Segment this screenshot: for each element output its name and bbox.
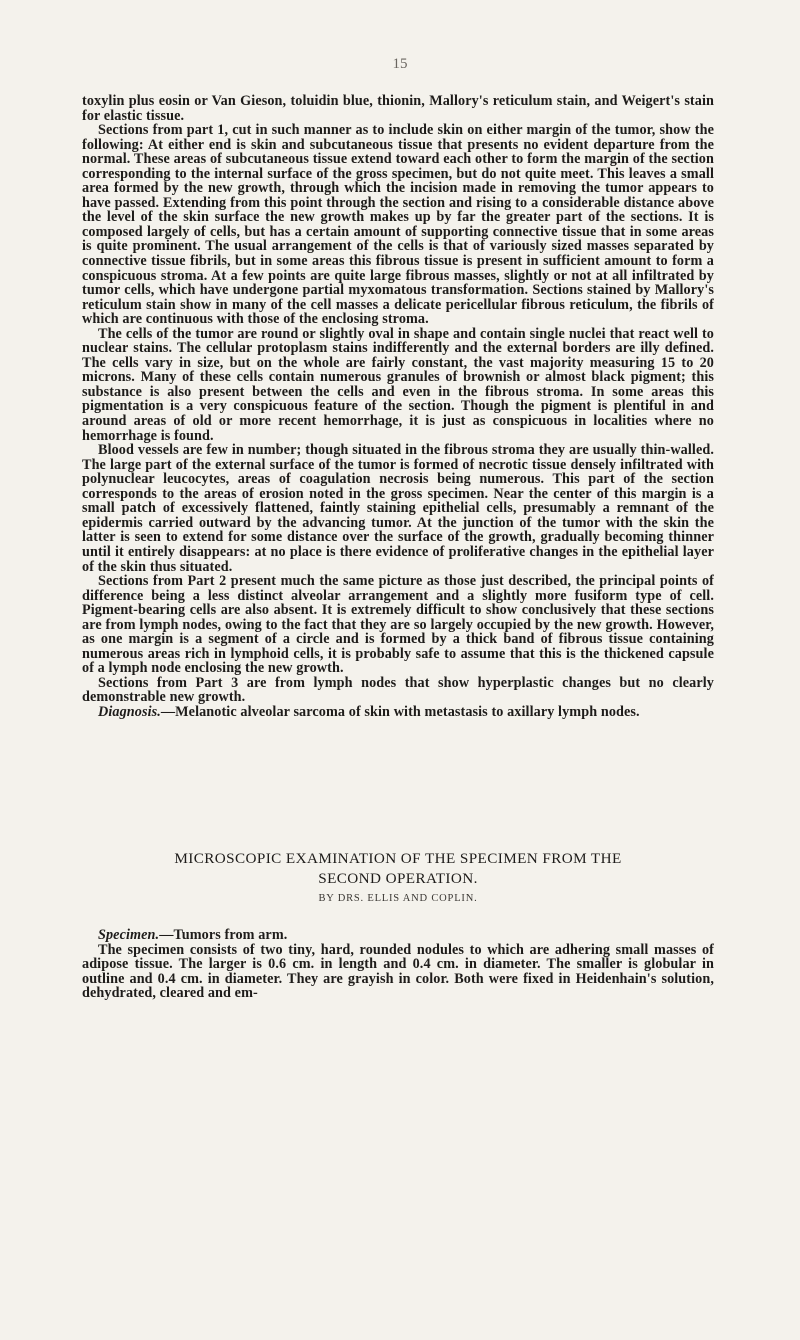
specimen-label-text: —Tumors from arm. [159,927,288,943]
paragraph-sections-part-3: Sections from Part 3 are from lymph nodes that show hyperplastic changes but no clearly demonstrable new growth. [82,674,714,706]
section-heading [82,849,714,904]
specimen-label: Specimen. [98,927,160,943]
paragraph-sections-part-1: Sections from part 1, cut in such manner as to include skin on either margin of the tumor, show the following: At either end is skin and subcutaneous tissue that presents no evident departure from the normal. These areas of subcutaneous tissue extend toward each other to form the margin of the section corresponding to the internal surface of the gross specimen, but do not quite meet. This leaves a small area formed by the new growth, through which the incision made in removing the tumor appears to have passed. Extending from this point through the section and rising to a considerable distance above the level of the skin surface the new growth makes up by far the greater part of the sections. It is composed largely of cells, but has a certain amount of supporting connective tissue that in some areas is quite prominent. The usual arrangement of the cells is that of variously sized masses separated by connective tissue fibrils, but in some areas this fibrous tissue is present in sufficient amount to form a conspicuous stroma. At a few points are quite large fibrous masses, slightly or not at all infiltrated by tumor cells, which have undergone partial myxomatous transformation. Sections stained by Mallory's reticulum stain show in many of the cell masses a delicate pericellular fibrous reticulum, the fibrils of which are continuous with those of the enclosing stroma. [82,122,714,328]
diagnosis-text: —Melanotic alveolar sarcoma of skin with metastasis to axillary lymph nodes. [160,703,640,720]
paragraph-blood-vessels: Blood vessels are few in number; though situated in the fibrous stroma they are usually thin-walled. The large part of the external surface of the tumor is formed of necrotic tissue densely infiltrated with polynuclear leucocytes, areas of coagulation necrosis being numerous. This part of the section corresponds to the areas of erosion noted in the gross specimen. Near the center of this margin is a small patch of excessively flattened, faintly staining epithelial cells, presumably a remnant of the epidermis carried outward by the advancing tumor. At the junction of the tumor with the skin the latter is seen to extend for some distance over the surface of the growth, gradually becoming thinner until it entirely disappears: at no place is there evidence of proliferative changes in the epithelial layer of the skin thus situated. [82,442,714,575]
paragraph-specimen-label [82,928,714,943]
diagnosis-label: Diagnosis. [98,703,161,720]
heading-line-1: MICROSCOPIC EXAMINATION OF THE SPECIMEN FROM THE [174,850,622,867]
paragraph-stains: toxylin plus eosin or Van Gieson, toluidin blue, thionin, Mallory's reticulum stain, and Weigert's stain for elastic tissue. [82,93,714,124]
paragraph-tumor-cells: The cells of the tumor are round or slightly oval in shape and contain single nuclei that react well to nuclear stains. The cellular protoplasm stains indifferently and the external borders are illy defined. The cells vary in size, but on the whole are fairly constant, the vast majority measuring 15 to 20 microns. Many of these cells contain numerous granules of brownish or almost black pigment; this substance is also present between the cells and even in the fibrous stroma. In some areas this pigmentation is a very conspicuous feature of the section. Though the pigment is plentiful in and around areas of old or more recent hemorrhage, it is just as conspicuous in localities where no hemorrhage is found. [82,325,714,444]
paragraph-diagnosis [82,705,714,720]
body-text [82,94,714,720]
specimen-text [82,928,714,1001]
heading-byline: BY DRS. ELLIS AND COPLIN. [318,893,478,904]
page-number: 15 [392,56,408,72]
paragraph-specimen-description: The specimen consists of two tiny, hard, rounded nodules to which are adhering small masses of adipose tissue. The larger is 0.6 cm. in length and 0.4 cm. in diameter. The smaller is globular in outline and 0.4 cm. in diameter. They are grayish in color. Both were fixed in Heidenhain's solution, dehydrated, cleared and em- [82,941,714,1002]
heading-line-2: SECOND OPERATION. [318,870,478,887]
paragraph-sections-part-2: Sections from Part 2 present much the same picture as those just described, the principal points of difference being a less distinct alveolar arrangement and a slightly more fusiform type of cell. Pigment-bearing cells are also absent. It is extremely difficult to show conclusively that these sections are from lymph nodes, owing to the fact that they are so largely occupied by the new growth. However, as one margin is a segment of a circle and is formed by a thick band of fibrous tissue containing numerous areas rich in lymphoid cells, it is probably safe to assume that this is the thickened capsule of a lymph node enclosing the new growth. [82,573,714,677]
